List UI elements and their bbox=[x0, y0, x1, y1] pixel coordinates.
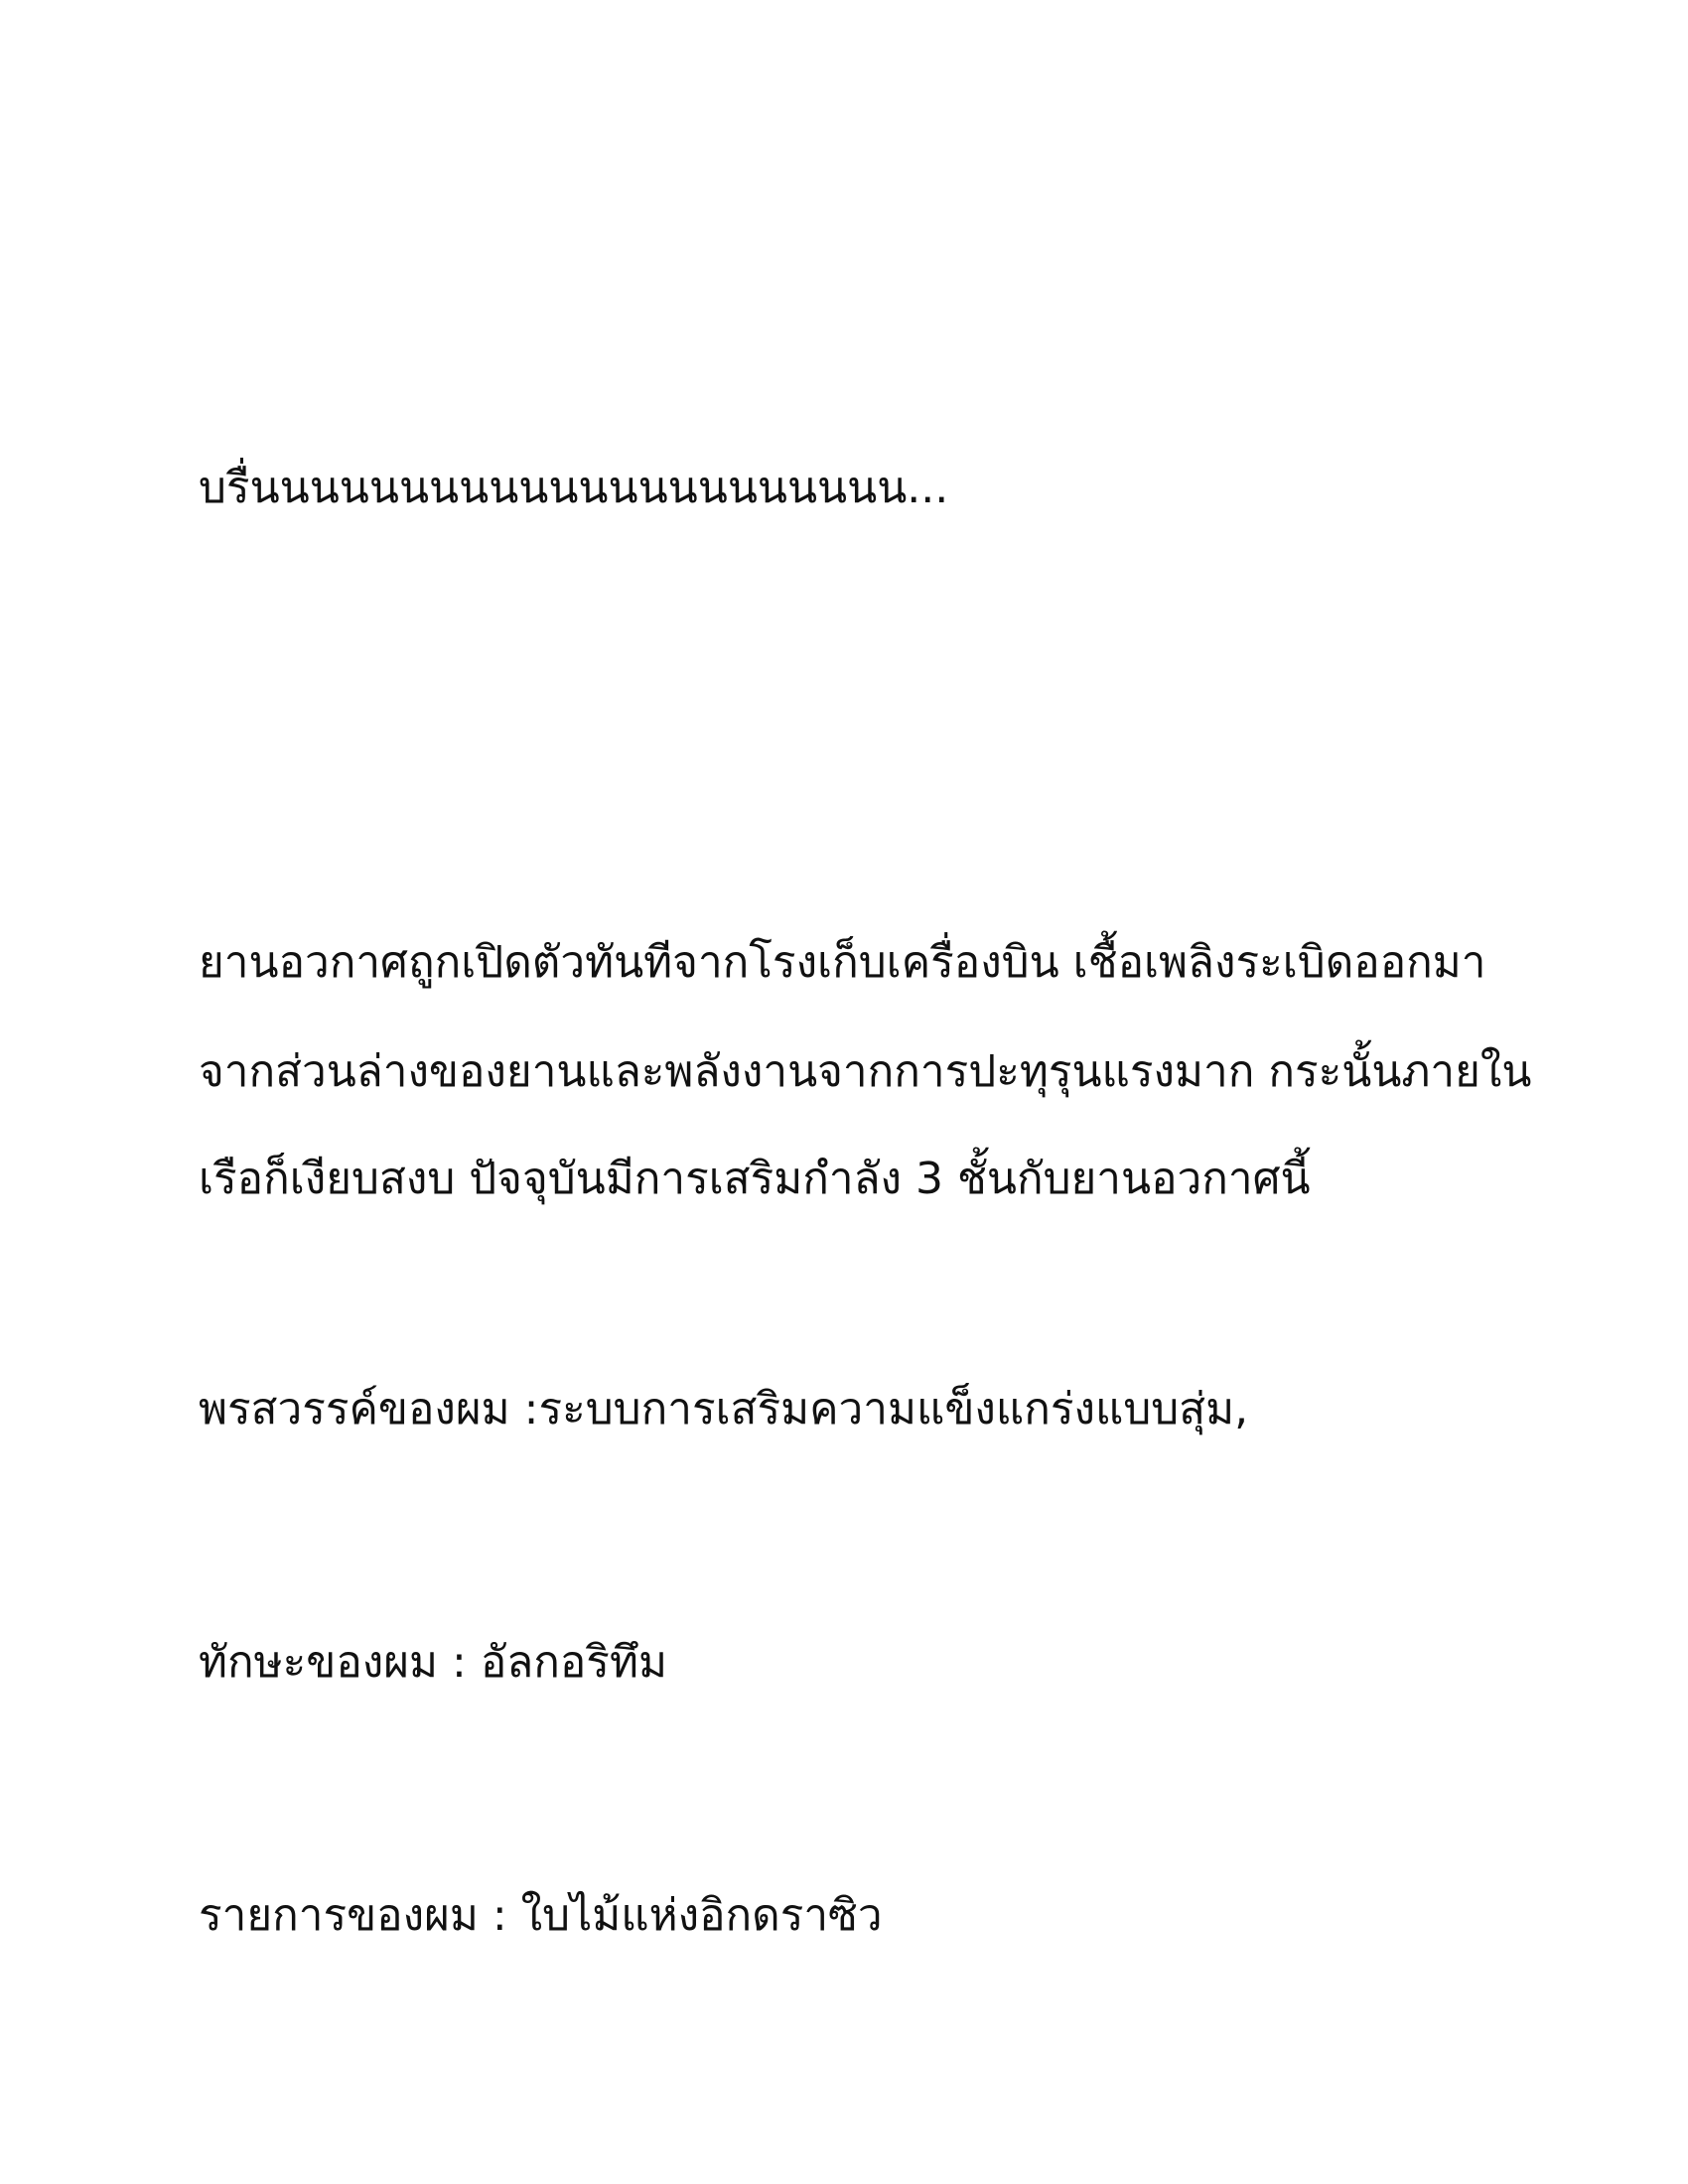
skill-line: ทักษะของผม : อัลกอริทึม bbox=[199, 1637, 667, 1688]
blessing-line: พรสวรรค์ของผม :ระบบการเสริมความแข็งแกร่งแบบสุ่ม, bbox=[199, 1384, 1249, 1434]
paragraph-line: เรือก็เงียบสงบ ปัจจุบันมีการเสริมกำลัง 3 ชั้นกับยานอวกาศนี้ bbox=[199, 1154, 1311, 1204]
paragraph-line: ยานอวกาศถูกเปิดตัวทันทีจากโรงเก็บเครื่องบิน เชื้อเพลิงระเบิดออกมา bbox=[199, 937, 1486, 988]
paragraph-line: จากส่วนล่างของยานและพลังงานจากการปะทุรุนแรงมาก กระนั้นภายใน bbox=[199, 1046, 1532, 1097]
sound-effect-text: บรื่นนนนนนนนนนนนนนนนนนนนนน... bbox=[199, 463, 949, 513]
item-line: รายการของผม : ใบไม้แห่งอิกดราซิว bbox=[199, 1890, 883, 1941]
